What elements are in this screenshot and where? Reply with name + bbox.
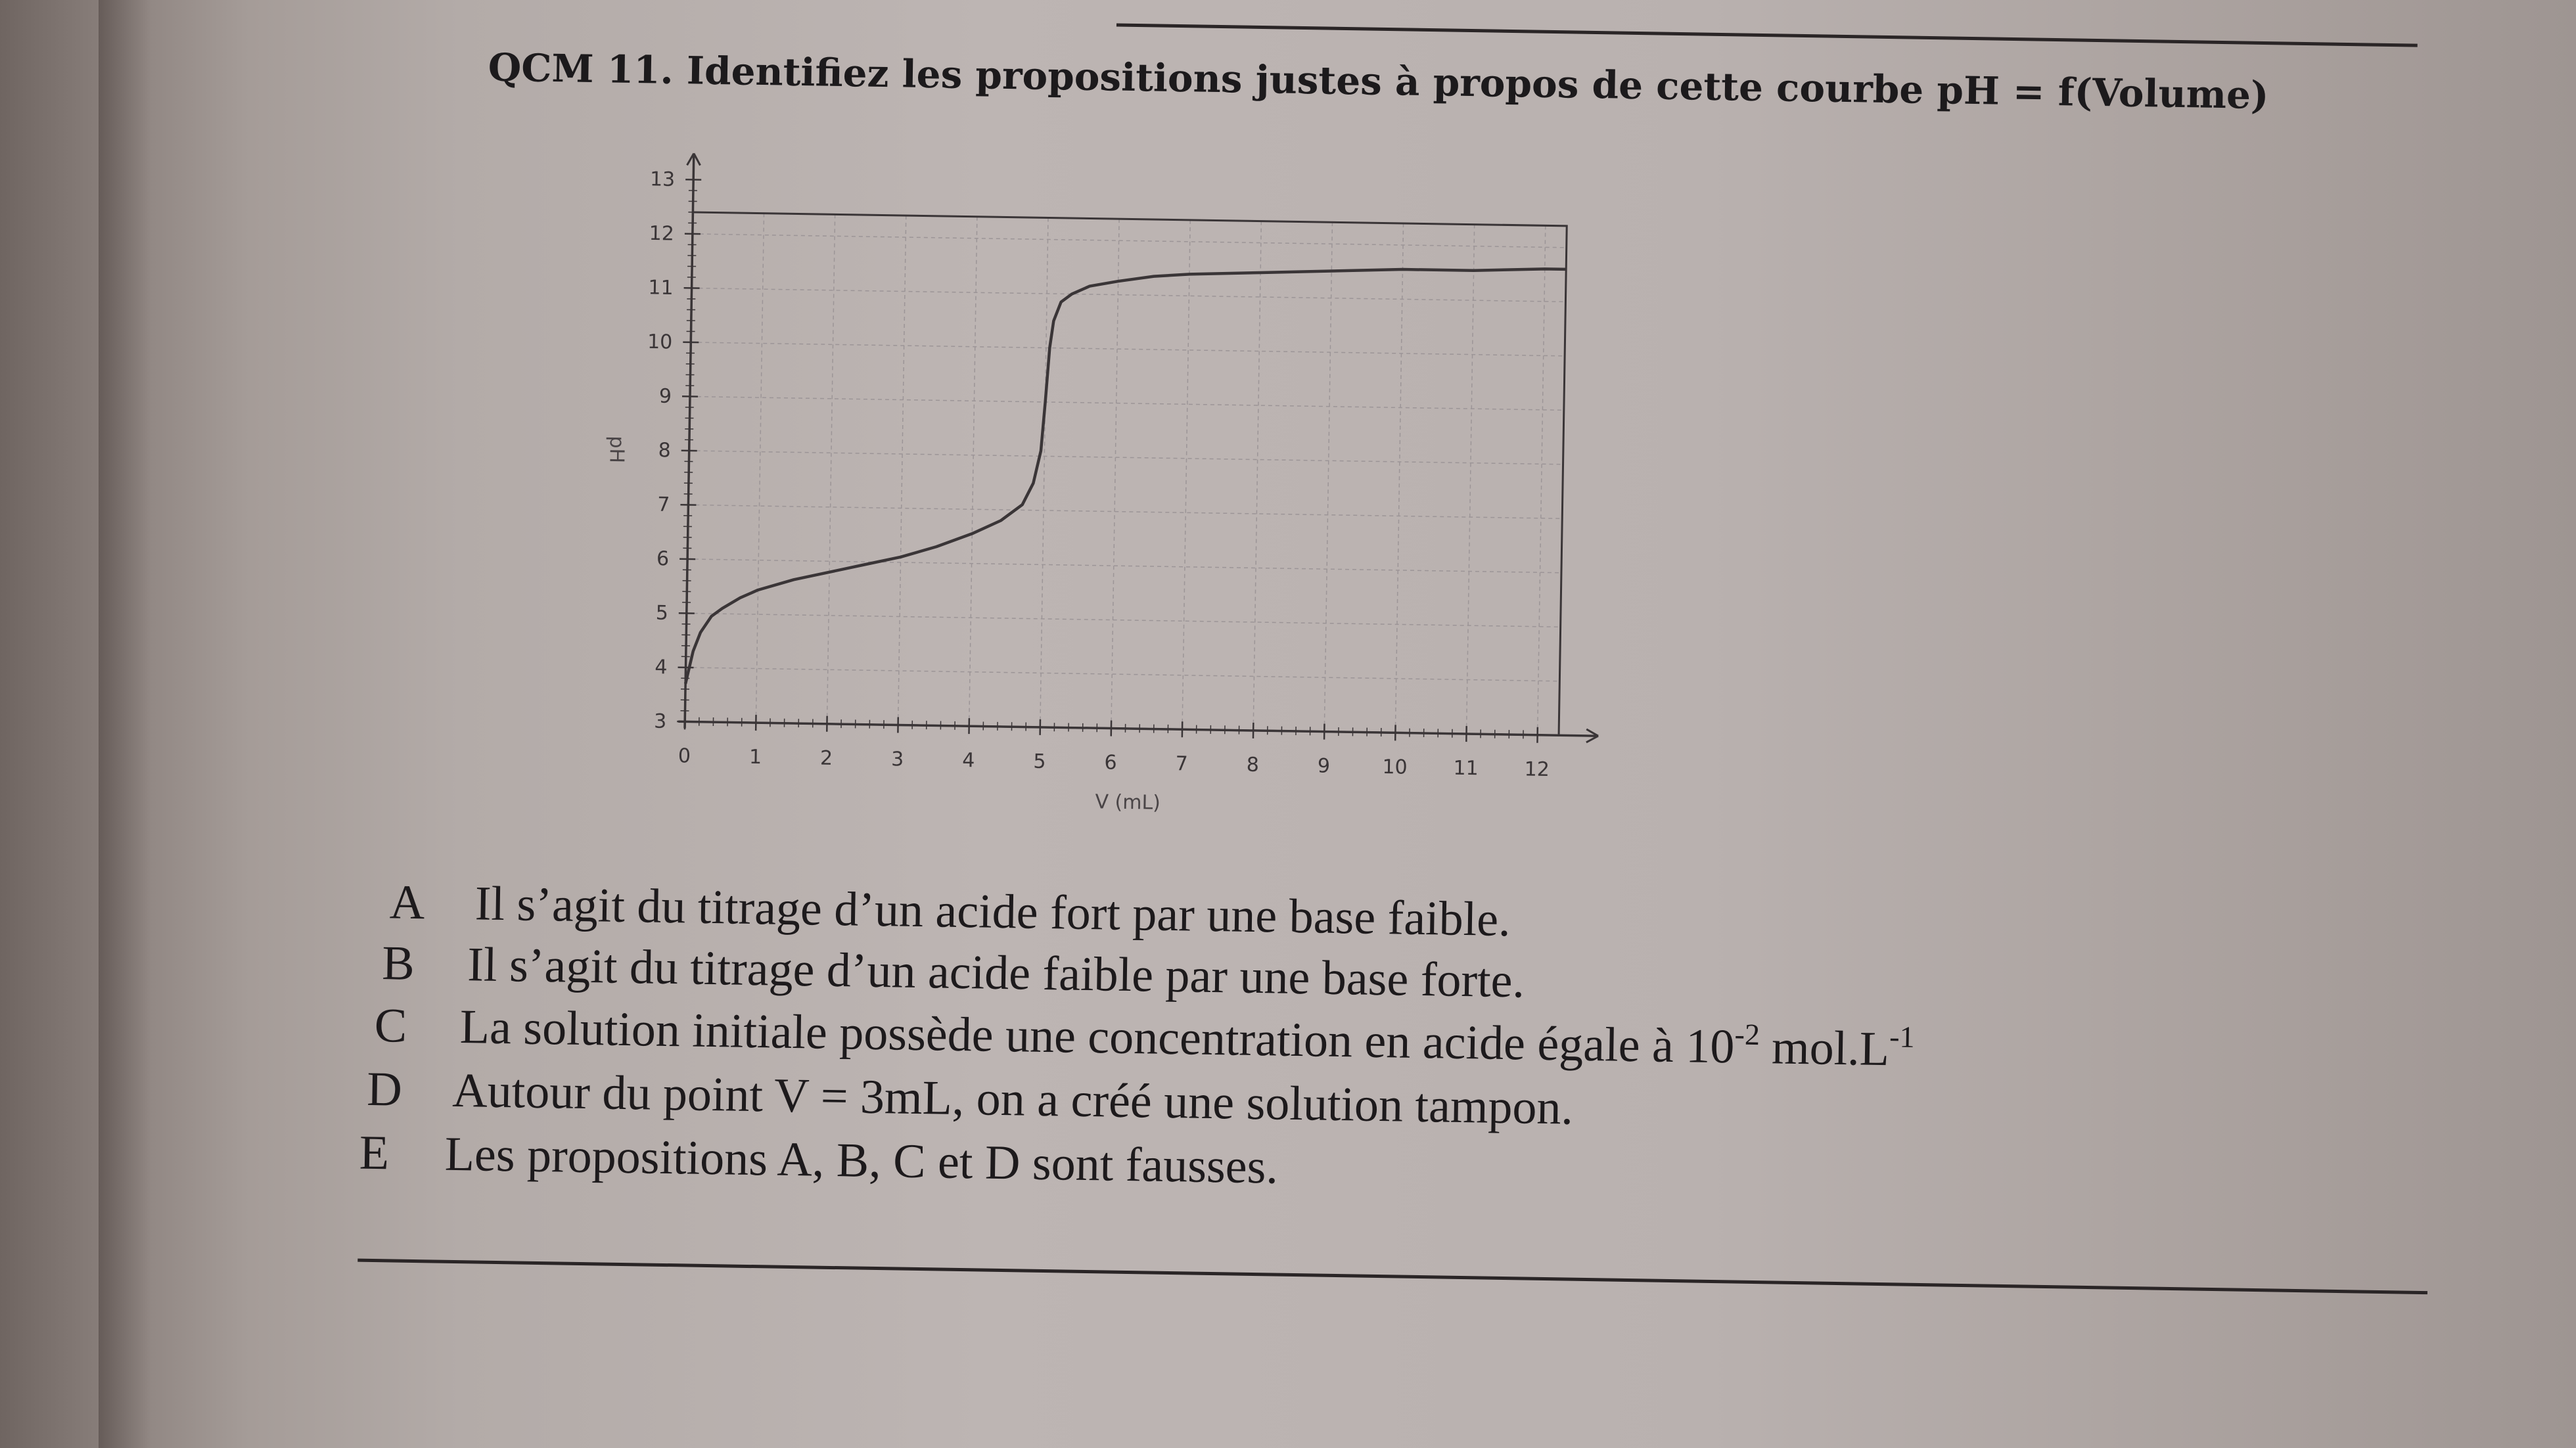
y-axis-line (685, 153, 694, 728)
grid-line-x (1111, 219, 1119, 728)
chart-ticks (641, 168, 1559, 781)
x-tick-label: 2 (819, 746, 833, 770)
x-tick-label: 12 (1524, 758, 1550, 782)
y-tick-label: 9 (658, 384, 672, 408)
option-c-exponent-2: -1 (1889, 1020, 1916, 1054)
chart-grid (685, 212, 1567, 735)
question-title: QCM 11. Identifiez les propositions justes à propos de cette courbe pH = f(Volume) (488, 45, 2269, 118)
grid-line-y (687, 613, 1561, 627)
option-c-letter: C (374, 999, 407, 1053)
x-axis-line (678, 721, 1598, 736)
grid-line-x (756, 214, 764, 723)
option-b-text: Il s’agit du titrage d’un acide faible par une base forte. (467, 938, 1525, 1008)
x-tick-label: 8 (1246, 753, 1260, 777)
option-e (359, 1125, 1278, 1196)
grid-line-y (686, 667, 1560, 681)
option-a-letter: A (389, 875, 425, 930)
grid-line-x (827, 214, 835, 723)
grid-line-x (1324, 222, 1332, 731)
grid-line-x (1467, 225, 1475, 734)
option-d (367, 1062, 1574, 1137)
y-tick-label: 11 (648, 276, 674, 300)
grid-line-x (1040, 217, 1048, 727)
exam-page (108, 0, 2537, 1448)
grid-line-x (1253, 221, 1261, 731)
option-c-exponent-1: -2 (1734, 1017, 1760, 1052)
ph-curve-line (685, 256, 1566, 698)
y-tick-label: 7 (657, 493, 670, 516)
option-e-letter: E (359, 1125, 390, 1181)
option-c-unit: mol.L (1759, 1020, 1890, 1077)
option-e-text: Les propositions A, B, C et D sont fausses. (444, 1127, 1279, 1194)
x-axis-label: V (mL) (1095, 790, 1161, 815)
y-tick-label: 13 (649, 168, 676, 192)
grid-line-y (691, 342, 1565, 356)
grid-line-x (969, 217, 977, 726)
option-d-letter: D (366, 1062, 403, 1117)
x-tick-label: 4 (962, 749, 975, 773)
grid-line-x (1538, 225, 1546, 735)
x-tick-label: 7 (1175, 752, 1189, 776)
x-tick-label: 6 (1104, 751, 1117, 775)
x-tick-label: 11 (1453, 756, 1479, 781)
y-tick-label: 4 (655, 656, 668, 679)
grid-line-y (688, 505, 1562, 518)
x-tick-label: 1 (748, 745, 762, 769)
y-tick-label: 8 (658, 439, 671, 463)
grid-line-y (690, 396, 1564, 410)
x-tick-label: 9 (1317, 754, 1331, 778)
y-tick-label: 6 (656, 547, 670, 571)
x-tick-label: 5 (1033, 750, 1046, 774)
grid-line-y (689, 451, 1563, 464)
grid-line-x (898, 215, 906, 725)
x-tick-label: 10 (1382, 756, 1408, 779)
plot-frame (685, 212, 1567, 735)
y-tick-label: 5 (655, 601, 669, 625)
ph-curve-chart (447, 104, 1654, 845)
y-tick-label: 3 (653, 710, 667, 733)
grid-line-y (687, 559, 1561, 573)
option-b (382, 936, 1525, 1009)
grid-line-x (1182, 220, 1190, 729)
bottom-rule (357, 1259, 2427, 1294)
option-d-text: Autour du point V = 3mL, on a créé une solution tampon. (451, 1063, 1574, 1135)
top-rule (1116, 24, 2418, 47)
x-tick-label: 0 (678, 744, 691, 768)
grid-line-y (693, 234, 1567, 248)
y-axis-label: pH (605, 436, 629, 464)
option-a-text: Il s’agit du titrage d’un acide fort par une base faible. (474, 876, 1511, 947)
x-tick-label: 3 (890, 748, 904, 771)
option-b-letter: B (381, 936, 415, 991)
option-a (389, 874, 1511, 948)
y-tick-label: 10 (647, 330, 673, 354)
grid-line-y (692, 288, 1566, 302)
option-c-text: La solution initiale possède une concentration en acide égale à 10 (459, 1000, 1736, 1074)
y-tick-label: 12 (649, 221, 675, 246)
grid-line-x (1395, 223, 1403, 733)
chart-svg (447, 104, 1654, 845)
